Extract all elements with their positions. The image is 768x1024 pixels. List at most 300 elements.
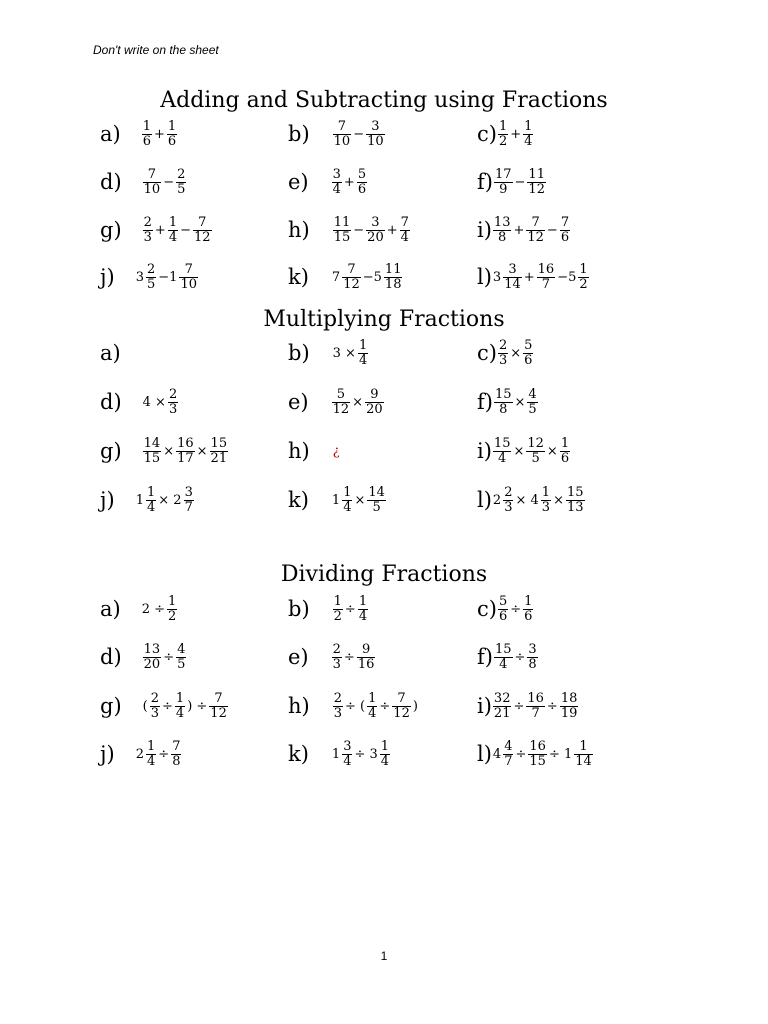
numerator: 7 [397,690,406,706]
problem-item [100,162,187,202]
problem-item [477,480,586,520]
numerator: 16 [527,690,544,706]
problem-expression [332,595,369,623]
fraction [175,692,185,720]
problem-item [100,333,141,373]
numerator: 2 [504,484,513,500]
denominator: 4 [147,499,156,515]
problem-label: h) [288,439,310,463]
numerator: 14 [143,435,161,451]
problem-item [288,114,386,154]
denominator: 12 [343,276,360,292]
problem-expression [135,486,195,514]
problem-item [477,382,539,422]
problem-expression [492,263,590,291]
operator: ÷ 1 [548,746,573,762]
denominator: 7 [541,276,551,292]
fraction [366,216,385,244]
fraction [143,168,162,196]
fraction [332,643,342,671]
numerator: 15 [494,641,512,657]
operator: × [546,443,558,459]
denominator: 20 [143,656,161,672]
denominator: 2 [333,608,342,624]
problem-item [288,734,391,774]
numerator: 15 [566,484,584,500]
denominator: 19 [560,705,578,721]
operator: −1 [158,269,178,285]
fraction [498,339,508,367]
denominator: 13 [566,499,584,515]
fraction [503,263,522,291]
numerator: 2 [168,386,178,402]
fraction [494,168,513,196]
denominator: 15 [333,229,351,245]
numerator: 3 [508,261,517,277]
operator: − [163,174,175,190]
problem-expression [142,388,180,416]
operator: × [510,345,522,361]
denominator: 5 [372,499,381,515]
numerator: 2 [498,337,508,353]
numerator: 2 [147,261,156,277]
fraction [527,643,537,671]
problem-item [100,589,178,629]
numerator: 1 [560,435,570,451]
fraction [526,692,545,720]
problem-label: g) [100,218,122,242]
problem-item [477,257,590,297]
problem-label: l) [477,488,492,512]
denominator: 2 [168,608,177,624]
problem-expression [141,595,179,623]
operator: 1 [135,492,144,508]
fraction [541,486,551,514]
problem-label: f) [477,170,493,194]
operator: − [180,222,192,238]
numerator: 2 [333,690,342,706]
operator: 3 × [332,345,356,361]
problem-item [288,686,419,726]
problem-label: c) [477,122,497,146]
problem-item [288,637,376,677]
numerator: 5 [336,386,346,402]
problem-label: i) [477,218,492,242]
numerator: 1 [579,261,588,277]
fraction [526,216,545,244]
numerator: 3 [343,738,352,754]
operator: ÷ [379,698,391,714]
denominator: 3 [333,705,342,721]
operator: ÷ [546,698,558,714]
operator: 3 [135,269,144,285]
fraction [578,263,588,291]
numerator: 9 [370,386,379,402]
numerator: 7 [198,214,207,230]
numerator: 4 [504,738,513,754]
numerator: 15 [494,386,512,402]
operator: + [510,126,522,142]
operator: − [353,222,365,238]
denominator: 7 [531,705,540,721]
numerator: 5 [498,593,508,609]
operator: ÷ [162,698,173,714]
problem-label: l) [477,265,492,289]
fraction [527,388,537,416]
problem-item [477,114,534,154]
problem-label: j) [100,742,115,766]
problem-label: f) [477,645,493,669]
problem-label: b) [288,341,310,365]
problem-expression [332,444,341,459]
numerator: 1 [524,593,533,609]
problem-expression [493,643,539,671]
denominator: 10 [143,181,161,197]
denominator: 15 [143,450,161,466]
fraction [333,120,352,148]
problem-expression [497,120,534,148]
numerator: 7 [172,738,181,754]
operator: + [154,126,165,142]
numerator: 7 [531,214,540,230]
fraction [143,643,162,671]
numerator: 5 [357,166,367,182]
denominator: 4 [147,753,156,769]
operator: × [354,492,366,508]
denominator: 21 [493,705,511,721]
problem-item [100,114,178,154]
denominator: 4 [358,608,368,624]
fraction [357,168,367,196]
problem-expression [497,339,534,367]
problem-label: b) [288,122,310,146]
problem-item [288,382,385,422]
denominator: 3 [498,352,508,368]
fraction [503,486,513,514]
operator: ÷ [158,746,170,762]
operator: × [163,443,175,459]
problem-item [100,686,229,726]
problem-label: j) [100,265,115,289]
denominator: 12 [194,229,211,245]
fraction [528,740,547,768]
fraction [493,437,512,465]
problem-label: a) [100,341,121,365]
denominator: 14 [575,753,592,769]
fraction [176,168,186,196]
operator: ÷ ( [345,698,366,714]
problem-item [100,382,179,422]
denominator: 4 [498,450,507,466]
denominator: 12 [210,705,227,721]
operator: + [154,222,166,238]
problem-label: h) [288,218,310,242]
operator: 4 [492,746,502,762]
fraction [142,120,152,148]
operator: ÷ [514,649,526,665]
fraction [358,339,368,367]
denominator: 14 [504,276,521,292]
fraction [167,595,177,623]
problem-item [477,431,571,471]
denominator: 4 [400,229,409,245]
operator: − [546,222,558,238]
denominator: 10 [180,276,197,292]
denominator: 4 [358,352,368,368]
fraction [494,643,513,671]
problem-item [477,734,594,774]
numerator: 1 [358,593,368,609]
denominator: 7 [504,753,513,769]
operator: 1 [331,492,341,508]
section-title: Adding and Subtracting using Fractions [160,88,608,113]
problem-expression [331,643,377,671]
denominator: 4 [368,705,377,721]
denominator: 4 [332,181,341,197]
fraction [367,692,377,720]
fraction [167,120,177,148]
numerator: 7 [400,214,409,230]
problem-item [477,637,539,677]
operator: 2 [492,492,502,508]
numerator: 4 [177,641,186,657]
numerator: 3 [371,118,380,134]
numerator: 2 [332,641,341,657]
numerator: 13 [493,214,511,230]
problem-expression [331,486,387,514]
page-number: 1 [380,949,388,963]
problem-expression [135,263,199,291]
fraction [176,437,195,465]
denominator: 8 [528,656,537,672]
fraction [333,216,352,244]
problem-item [288,162,368,202]
fraction [179,263,198,291]
problem-item [288,431,341,471]
fraction [209,692,228,720]
problem-expression [492,216,571,244]
operator: 2 [135,746,144,762]
operator: 7 [331,269,341,285]
denominator: 4 [168,229,178,245]
problem-label: c) [477,597,497,621]
fraction [498,120,508,148]
section-title: Dividing Fractions [280,562,488,587]
fraction [560,692,579,720]
section-title: Multiplying Fractions [263,307,505,332]
numerator: 1 [175,690,185,706]
numerator: 7 [347,261,356,277]
denominator: 3 [143,229,152,245]
denominator: 5 [528,401,537,417]
operator: ÷ 3 [354,746,378,762]
denominator: 8 [499,401,508,417]
denominator: 12 [332,401,350,417]
denominator: 6 [560,450,570,466]
denominator: 5 [177,656,186,672]
numerator: 2 [143,214,152,230]
numerator: 13 [143,641,161,657]
fraction [193,216,212,244]
numerator: 18 [560,690,578,706]
problem-expression [492,437,571,465]
denominator: 2 [498,133,508,149]
problem-label: e) [288,170,309,194]
operator: ) ÷ [187,698,208,714]
problem-label: f) [477,390,493,414]
denominator: 10 [333,133,351,149]
denominator: 6 [524,608,533,624]
fraction [380,740,390,768]
numerator: 1 [168,593,177,609]
denominator: 4 [380,753,390,769]
fraction [560,216,570,244]
numerator: 7 [214,690,223,706]
problem-label: h) [288,694,310,718]
numerator: 15 [210,435,228,451]
denominator: 5 [531,450,540,466]
problem-label: e) [288,645,309,669]
problem-label: i) [477,439,492,463]
fraction [143,216,153,244]
operator: + [343,174,355,190]
fraction [168,388,178,416]
problem-item [288,480,387,520]
problem-label: d) [100,645,122,669]
operator: × [513,443,525,459]
numerator: 7 [560,214,570,230]
numerator: 1 [368,690,377,706]
numerator: 1 [524,118,533,134]
denominator: 3 [504,499,513,515]
numerator: 17 [494,166,512,182]
fraction [498,595,508,623]
operator: 3 [492,269,502,285]
denominator: 8 [498,229,507,245]
problem-item [288,210,411,250]
fraction [176,643,186,671]
fraction [566,486,585,514]
placeholder-glyph: ¿ [332,443,340,459]
operator: − [353,126,365,142]
numerator: 2 [177,166,186,182]
denominator: 9 [499,181,508,197]
operator: × [514,394,526,410]
problem-item [100,257,199,297]
problem-expression [141,120,178,148]
instruction-note: Don't write on the sheet [93,43,219,57]
fraction [146,486,156,514]
denominator: 8 [172,753,181,769]
fraction [184,486,194,514]
fraction [400,216,410,244]
fraction [494,388,513,416]
numerator: 1 [380,738,390,754]
fraction [332,388,351,416]
fraction [332,168,342,196]
denominator: 12 [528,181,545,197]
problem-expression [142,643,188,671]
numerator: 1 [358,337,368,353]
fraction [171,740,181,768]
denominator: 16 [357,656,375,672]
fraction [523,120,533,148]
operator: × [553,492,564,508]
problem-label: k) [288,488,309,512]
operator: ÷ [344,601,356,617]
problem-label: b) [288,597,310,621]
problem-item [100,431,229,471]
numerator: 11 [384,261,402,277]
problem-label: e) [288,390,309,414]
problem-expression [493,388,539,416]
numerator: 16 [177,435,194,451]
numerator: 1 [498,118,508,134]
operator: + [523,269,535,285]
operator: 1 [331,746,341,762]
problem-expression [492,486,586,514]
problem-expression [492,692,579,720]
fraction [143,437,162,465]
numerator: 1 [343,484,352,500]
numerator: 1 [167,118,177,134]
denominator: 6 [142,133,151,149]
numerator: 15 [493,435,511,451]
problem-label: d) [100,390,122,414]
numerator: 1 [579,738,588,754]
fraction [574,740,593,768]
operator: ÷ [515,746,527,762]
denominator: 4 [343,499,352,515]
denominator: 4 [175,705,185,721]
fraction [527,168,546,196]
fraction [146,740,156,768]
problem-label: g) [100,439,122,463]
denominator: 5 [177,181,186,197]
numerator: 16 [537,261,555,277]
problem-expression [331,388,385,416]
fraction [342,486,352,514]
numerator: 11 [333,214,351,230]
operator: ) [412,698,418,714]
problem-expression [142,216,213,244]
problem-label: l) [477,742,492,766]
numerator: 4 [528,386,537,402]
numerator: 7 [147,166,157,182]
problem-label: g) [100,694,122,718]
denominator: 6 [167,133,177,149]
denominator: 4 [499,656,508,672]
problem-label: c) [477,341,497,365]
denominator: 4 [343,753,352,769]
denominator: 12 [393,705,410,721]
numerator: 1 [147,738,156,754]
denominator: 10 [367,133,384,149]
operator: × 2 [158,492,182,508]
problem-item [288,257,403,297]
fraction [537,263,556,291]
operator: × [196,443,208,459]
numerator: 2 [150,690,159,706]
fraction [523,595,533,623]
fraction [503,740,513,768]
denominator: 3 [541,499,551,515]
fraction [392,692,411,720]
fraction [168,216,178,244]
numerator: 3 [184,484,193,500]
fraction [367,486,386,514]
problem-label: d) [100,170,122,194]
